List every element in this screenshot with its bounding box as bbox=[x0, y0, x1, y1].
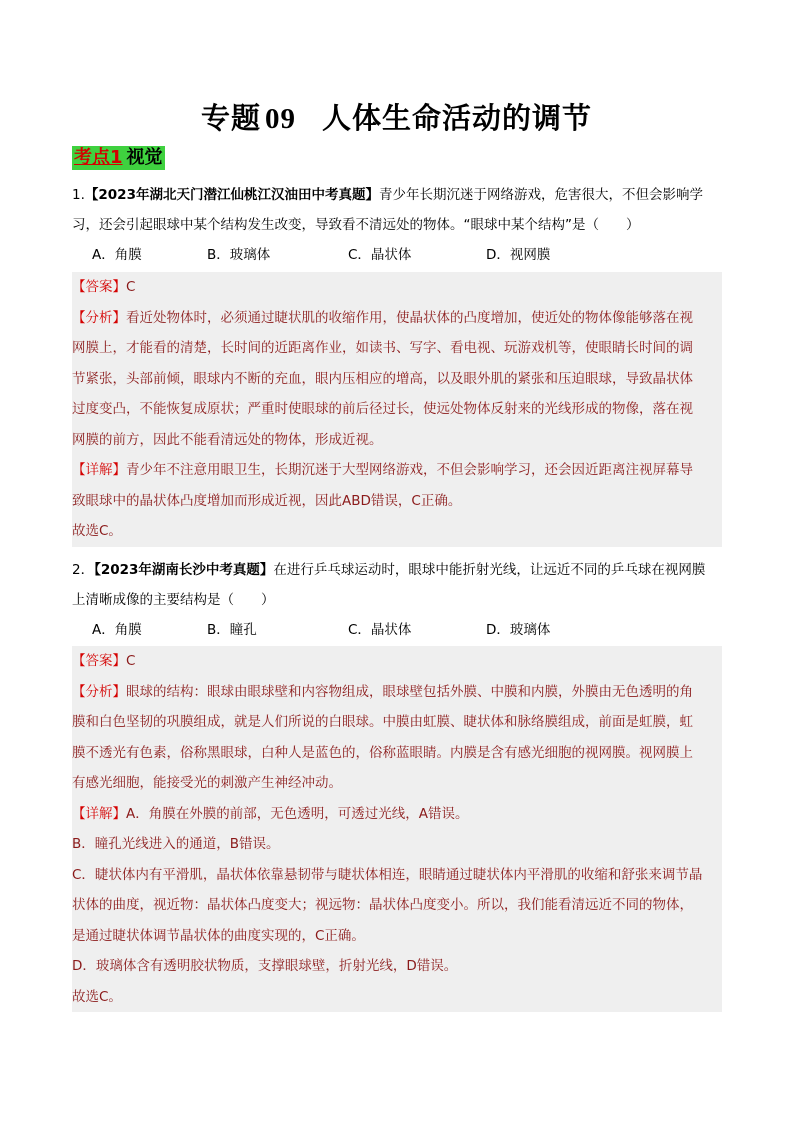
section-name: 视觉 bbox=[126, 147, 163, 168]
question-2-options bbox=[92, 615, 712, 645]
question-2-source: 【2023年湖南长沙中考真题】 bbox=[94, 562, 274, 578]
section-heading bbox=[72, 146, 165, 170]
section-label: 考点1 bbox=[74, 147, 123, 168]
title-text: 人体生命活动的调节 bbox=[322, 101, 593, 135]
question-1-solution: 【答案】C 【分析】看近处物体时，必须通过睫状肌的收缩作用，使晶状体的凸度增加，使近处的物体像能够落在视 网膜上，才能看的清楚，长时间的近距离作业，如读书、写字、看电视、玩游戏机等，使眼睛长时间的调 节紧张，头部前倾，眼球内不断的充血，眼内压相应的增高，以及眼外肌的紧张和压迫眼球，导致晶状体 过度变凸，不能恢复成原状；严重时使眼球的前后径过长，使远处物体反射来的光线形成的物像，落在视 网膜的前方，因此不能看清远处的物体，形成近视。 【详解】青少年不注意用眼卫生，长期沉迷于大型网络游戏，不但会影响学习，还会因近距离注视屏幕导 致眼球中的晶状体凸度增加而形成近视，因此ABD错误，C正确。 故选C。 bbox=[72, 272, 722, 547]
option-a: A．角膜 bbox=[92, 247, 142, 263]
analysis-line: 【分析】看近处物体时，必须通过睫状肌的收缩作用，使晶状体的凸度增加，使近处的物体像能够落在视 bbox=[72, 309, 693, 326]
answer-line: 【答案】C bbox=[72, 653, 136, 669]
answer-value: C bbox=[126, 279, 136, 295]
conclusion: 故选C。 bbox=[72, 988, 122, 1005]
question-1-stem: 1.【2023年湖北天门潜江仙桃江汉油田中考真题】青少年长期沉迷于网络游戏，危害很大，不但会影响学 习，还会引起眼球中某个结构发生改变，导致看不清远处的物体。“眼球中某个结构”是（ ） bbox=[72, 187, 703, 233]
title-prefix: 专题 bbox=[200, 101, 261, 135]
option-d: D．视网膜 bbox=[486, 247, 551, 263]
analysis-line: 【分析】眼球的结构：眼球由眼球壁和内容物组成，眼球壁包括外膜、中膜和内膜，外膜由无色透明的角 bbox=[72, 683, 693, 700]
question-1-options bbox=[92, 240, 712, 270]
detail-line: 【详解】A．角膜在外膜的前部，无色透明，可透过光线，A错误。 bbox=[72, 805, 469, 822]
answer-value: C bbox=[126, 653, 136, 669]
detail-line: 【详解】青少年不注意用眼卫生，长期沉迷于大型网络游戏，不但会影响学习，还会因近距离注视屏幕导 bbox=[72, 462, 693, 478]
option-c: C．晶状体 bbox=[348, 247, 412, 263]
conclusion: 故选C。 bbox=[72, 523, 122, 539]
option-a: A．角膜 bbox=[92, 622, 142, 638]
question-1-source: 【2023年湖北天门潜江仙桃江汉油田中考真题】 bbox=[84, 187, 379, 203]
question-2-number: 2． bbox=[72, 562, 95, 578]
title-number: 09 bbox=[265, 103, 296, 135]
option-d: D．玻璃体 bbox=[486, 622, 551, 638]
option-b: B．瞳孔 bbox=[207, 622, 257, 638]
option-b: B．玻璃体 bbox=[207, 247, 271, 263]
option-c: C．晶状体 bbox=[348, 622, 412, 638]
answer-line: 【答案】C bbox=[72, 279, 136, 295]
page-title bbox=[0, 96, 793, 137]
question-1-number: 1. bbox=[72, 187, 85, 203]
question-2-solution: 【答案】C 【分析】眼球的结构：眼球由眼球壁和内容物组成，眼球壁包括外膜、中膜和内膜，外膜由无色透明的角 膜和白色坚韧的巩膜组成，就是人们所说的白眼球。中膜由虹膜、睫状体和脉络膜组成，前面是虹膜，虹 膜不透光有色素，俗称黑眼球，白种人是蓝色的，俗称蓝眼睛。内膜是含有感光细胞的视网膜。视网膜上 有感光细胞，能接受光的刺激产生神经冲动。 【详解】A．角膜在外膜的前部，无色透明，可透过光线，A错误。 B．瞳孔光线进入的通道，B错误。 C．睫状体内有平滑肌，晶状体依靠悬韧带与睫状体相连，眼睛通过睫状体内平滑肌的收缩和舒张来调节晶 状体的曲度，视近物：晶状体凸度变大；视远物：晶状体凸度变小。所以，我们能看清远近不同的物体， 是通过睫状体调节晶状体的曲度实现的，C正确。 D．玻璃体含有透明胶状物质，支撑眼球壁，折射光线，D错误。 故选C。 bbox=[72, 646, 722, 1012]
question-2-stem: 2．【2023年湖南长沙中考真题】在进行乒乓球运动时，眼球中能折射光线，让远近不同的乒乓球在视网膜 上清晰成像的主要结构是（ ） bbox=[72, 562, 706, 608]
